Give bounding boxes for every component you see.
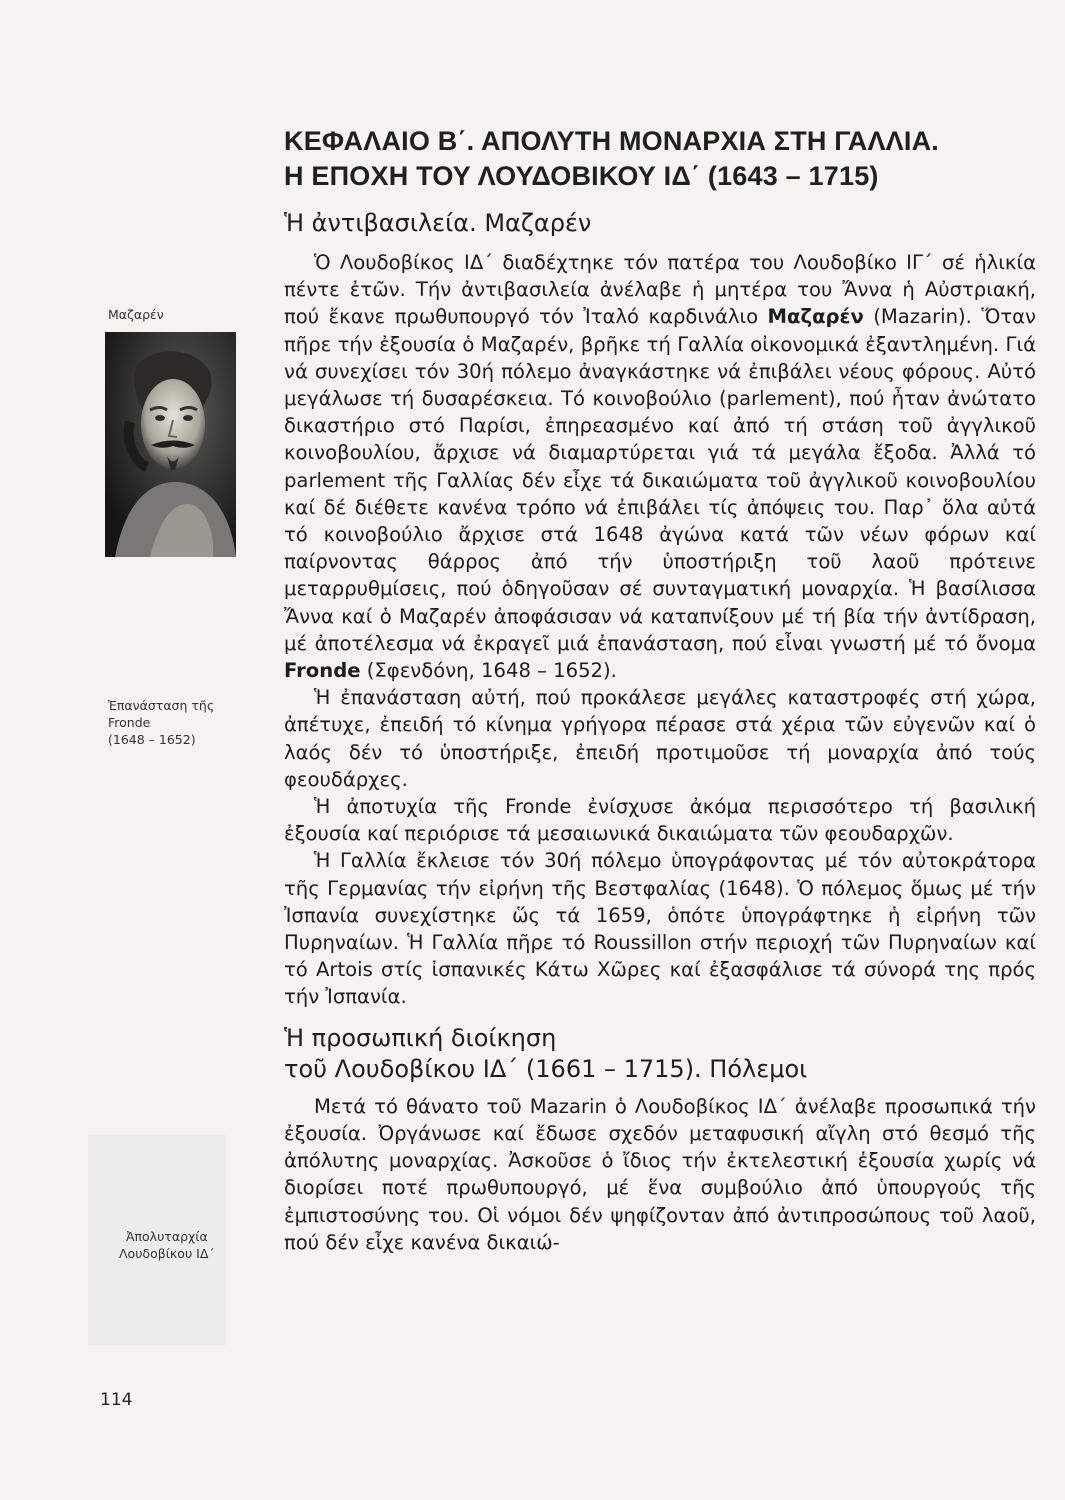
chapter-title-line2: Η ΕΠΟΧΗ ΤΟΥ ΛΟΥΔΟΒΙΚΟΥ ΙΔ΄ (1643 – 1715) — [284, 161, 879, 191]
paragraph-regency — [284, 249, 1036, 684]
section-heading-regency: Ἡ ἀντιβασιλεία. Μαζαρέν — [284, 209, 592, 237]
paragraph-personal-rule: Μετά τό θάνατο τοῦ Mazarin ὁ Λουδοβίκος ΙΔ΄ ἀνέλαβε προσωπικά τήν ἐξουσία. Ὀργάνωσε καί ἔδωσε σχεδόν μεταφυσική αἴγλη στό θεσμό τῆς ἀπόλυτης μοναρχίας. Ἀσκοῦσε ὁ ἴδιος τήν ἐκτελεστική ἐξουσία χωρίς νά διορίσει ποτέ πρωθυπουργό, μέ ἕνα συμβούλιο ἀπό ὑπουργούς τῆς ἐμπιστοσύνης του. Οἱ νόμοι δέν ψηφίζονταν ἀπό ἀντιπροσώπους τοῦ λαοῦ, πού δέν εἶχε κανένα δικαιώ- — [284, 1094, 1036, 1254]
absolutism-caption-line2: Λουδοβίκου ΙΔ΄ — [119, 1246, 215, 1261]
fronde-caption-line1: Ἐπανάσταση τῆς — [108, 698, 215, 713]
section-heading-personal-rule-line2: τοῦ Λουδοβίκου ΙΔ΄ (1661 – 1715). Πόλεμοι — [284, 1054, 808, 1083]
section-heading-personal-rule — [284, 1023, 1036, 1085]
paragraph-regency-part3: (Σφενδόνη, 1648 – 1652). — [360, 659, 617, 683]
main-content — [284, 124, 1036, 1256]
chapter-title — [284, 124, 1036, 194]
mazarin-portrait — [105, 332, 236, 557]
fronde-caption — [108, 697, 214, 748]
chapter-title-line1: ΚΕΦΑΛΑΙΟ Β΄. ΑΠΟΛΥΤΗ ΜΟΝΑΡΧΙΑ ΣΤΗ ΓΑΛΛΙΑ. — [284, 126, 939, 156]
page-number: 114 — [100, 1390, 133, 1410]
paragraph-regency-part1: Ὁ Λουδοβίκος ΙΔ΄ διαδέχτηκε τόν πατέρα του Λουδοβίκο ΙΓ΄ σέ ἡλικία πέντε ἐτῶν. Τήν ἀντιβασιλεία ἀνέλαβε ἡ μητέρα του Ἄννα ἡ Αὐστριακή, πού ἔκανε πρωθυπουργό τόν Ἰταλό καρδινάλιο — [284, 251, 1036, 329]
portrait-drawing — [105, 332, 236, 557]
mazarin-term: Μαζαρέν — [767, 305, 864, 329]
sidebar — [0, 0, 260, 1500]
absolutism-caption-line1: Ἀπολυταρχία — [125, 1229, 208, 1244]
fronde-term: Fronde — [284, 659, 361, 683]
paragraph-regency-part2: (Mazarin). Ὅταν πῆρε τήν ἐξουσία ὁ Μαζαρέν, βρῆκε τή Γαλλία οἰκονομικά ἐξαντλημένη. Γιά νά συνεχίσει τόν 30ή πόλεμο ἀναγκάστηκε νά ἐπιβάλει νέους φόρους. Αὐτό μεγάλωσε τή δυσαρέσκεια. Τό κοινοβούλιο (parlement), πού ἦταν ἀνώτατο δικαστήριο στό Παρίσι, ἐπηρεασμένο καί ἀπό τή στάση τοῦ ἀγγλικοῦ κοινοβουλίου, ἄρχισε νά διαμαρτύρεται γιά τά μεγάλα ἔξοδα. Ἀλλά τό parlement τῆς Γαλλίας δέν εἶχε τά δικαιώματα τοῦ ἀγγλικοῦ κοινοβουλίου καί δέ διέθετε κανένα τρόπο νά ἐπιβάλει τίς ἀπόψεις του. Παρ᾽ ὅλα αὐτά τό κοινοβούλιο ἄρχισε στά 1648 ἀγώνα κατά τῶν νέων φόρων καί παίρνοντας θάρρος ἀπό τήν ὑποστήριξη τοῦ λαοῦ πρότεινε μεταρρυθμίσεις, πού ὁδηγοῦσαν σέ συνταγματική μοναρχία. Ἡ βασίλισσα Ἄννα καί ὁ Μαζαρέν ἀποφάσισαν νά καταπνίξουν μέ τή βία τήν ἀντίδραση, μέ ἀποτέλεσμα νά ἐκραγεῖ μιά ἐπανάσταση, πού εἶναι γνωστή μέ τό ὄνομα — [284, 305, 1036, 655]
fronde-caption-line3: (1648 – 1652) — [108, 732, 196, 747]
paragraph-revolution-failure: Ἡ ἐπανάσταση αὐτή, πού προκάλεσε μεγάλες καταστροφές στή χώρα, ἀπέτυχε, ἐπειδή τό κίνημα γρήγορα πέρασε στά χέρια τῶν εὐγενῶν καί ὁ λαός δέν τό ὑποστήριξε, ἐπειδή προτιμοῦσε τή μοναρχία ἀπό τούς φεουδάρχες. — [284, 686, 1036, 791]
absolutism-caption — [119, 1228, 215, 1262]
mazarin-caption: Μαζαρέν — [108, 307, 164, 322]
paragraph-westphalia: Ἡ Γαλλία ἔκλεισε τόν 30ή πόλεμο ὑπογράφοντας μέ τόν αὐτοκράτορα τῆς Γερμανίας τήν εἰρήνη τῆς Βεστφαλίας (1648). Ὁ πόλεμος ὅμως μέ τήν Ἰσπανία συνεχίστηκε ὥς τά 1659, ὁπότε ὑπογράφτηκε ἡ εἰρήνη τῶν Πυρηναίων. Ἡ Γαλλία πῆρε τό Roussillon στήν περιοχή τῶν Πυρηναίων καί τό Artois στίς ἰσπανικές Κάτω Χῶρες καί ἐξασφάλισε τά σύνορά της πρός τήν Ἰσπανία. — [284, 849, 1036, 1009]
section-heading-personal-rule-line1: Ἡ προσωπική διοίκηση — [284, 1023, 557, 1052]
fronde-caption-line2: Fronde — [108, 715, 151, 730]
paragraph-fronde-outcome: Ἡ ἀποτυχία τῆς Fronde ἐνίσχυσε ἀκόμα περισσότερο τή βασιλική ἐξουσία καί περιόρισε τά μεσαιωνικά δικαιώματα τῶν φεουδαρχῶν. — [284, 795, 1036, 846]
